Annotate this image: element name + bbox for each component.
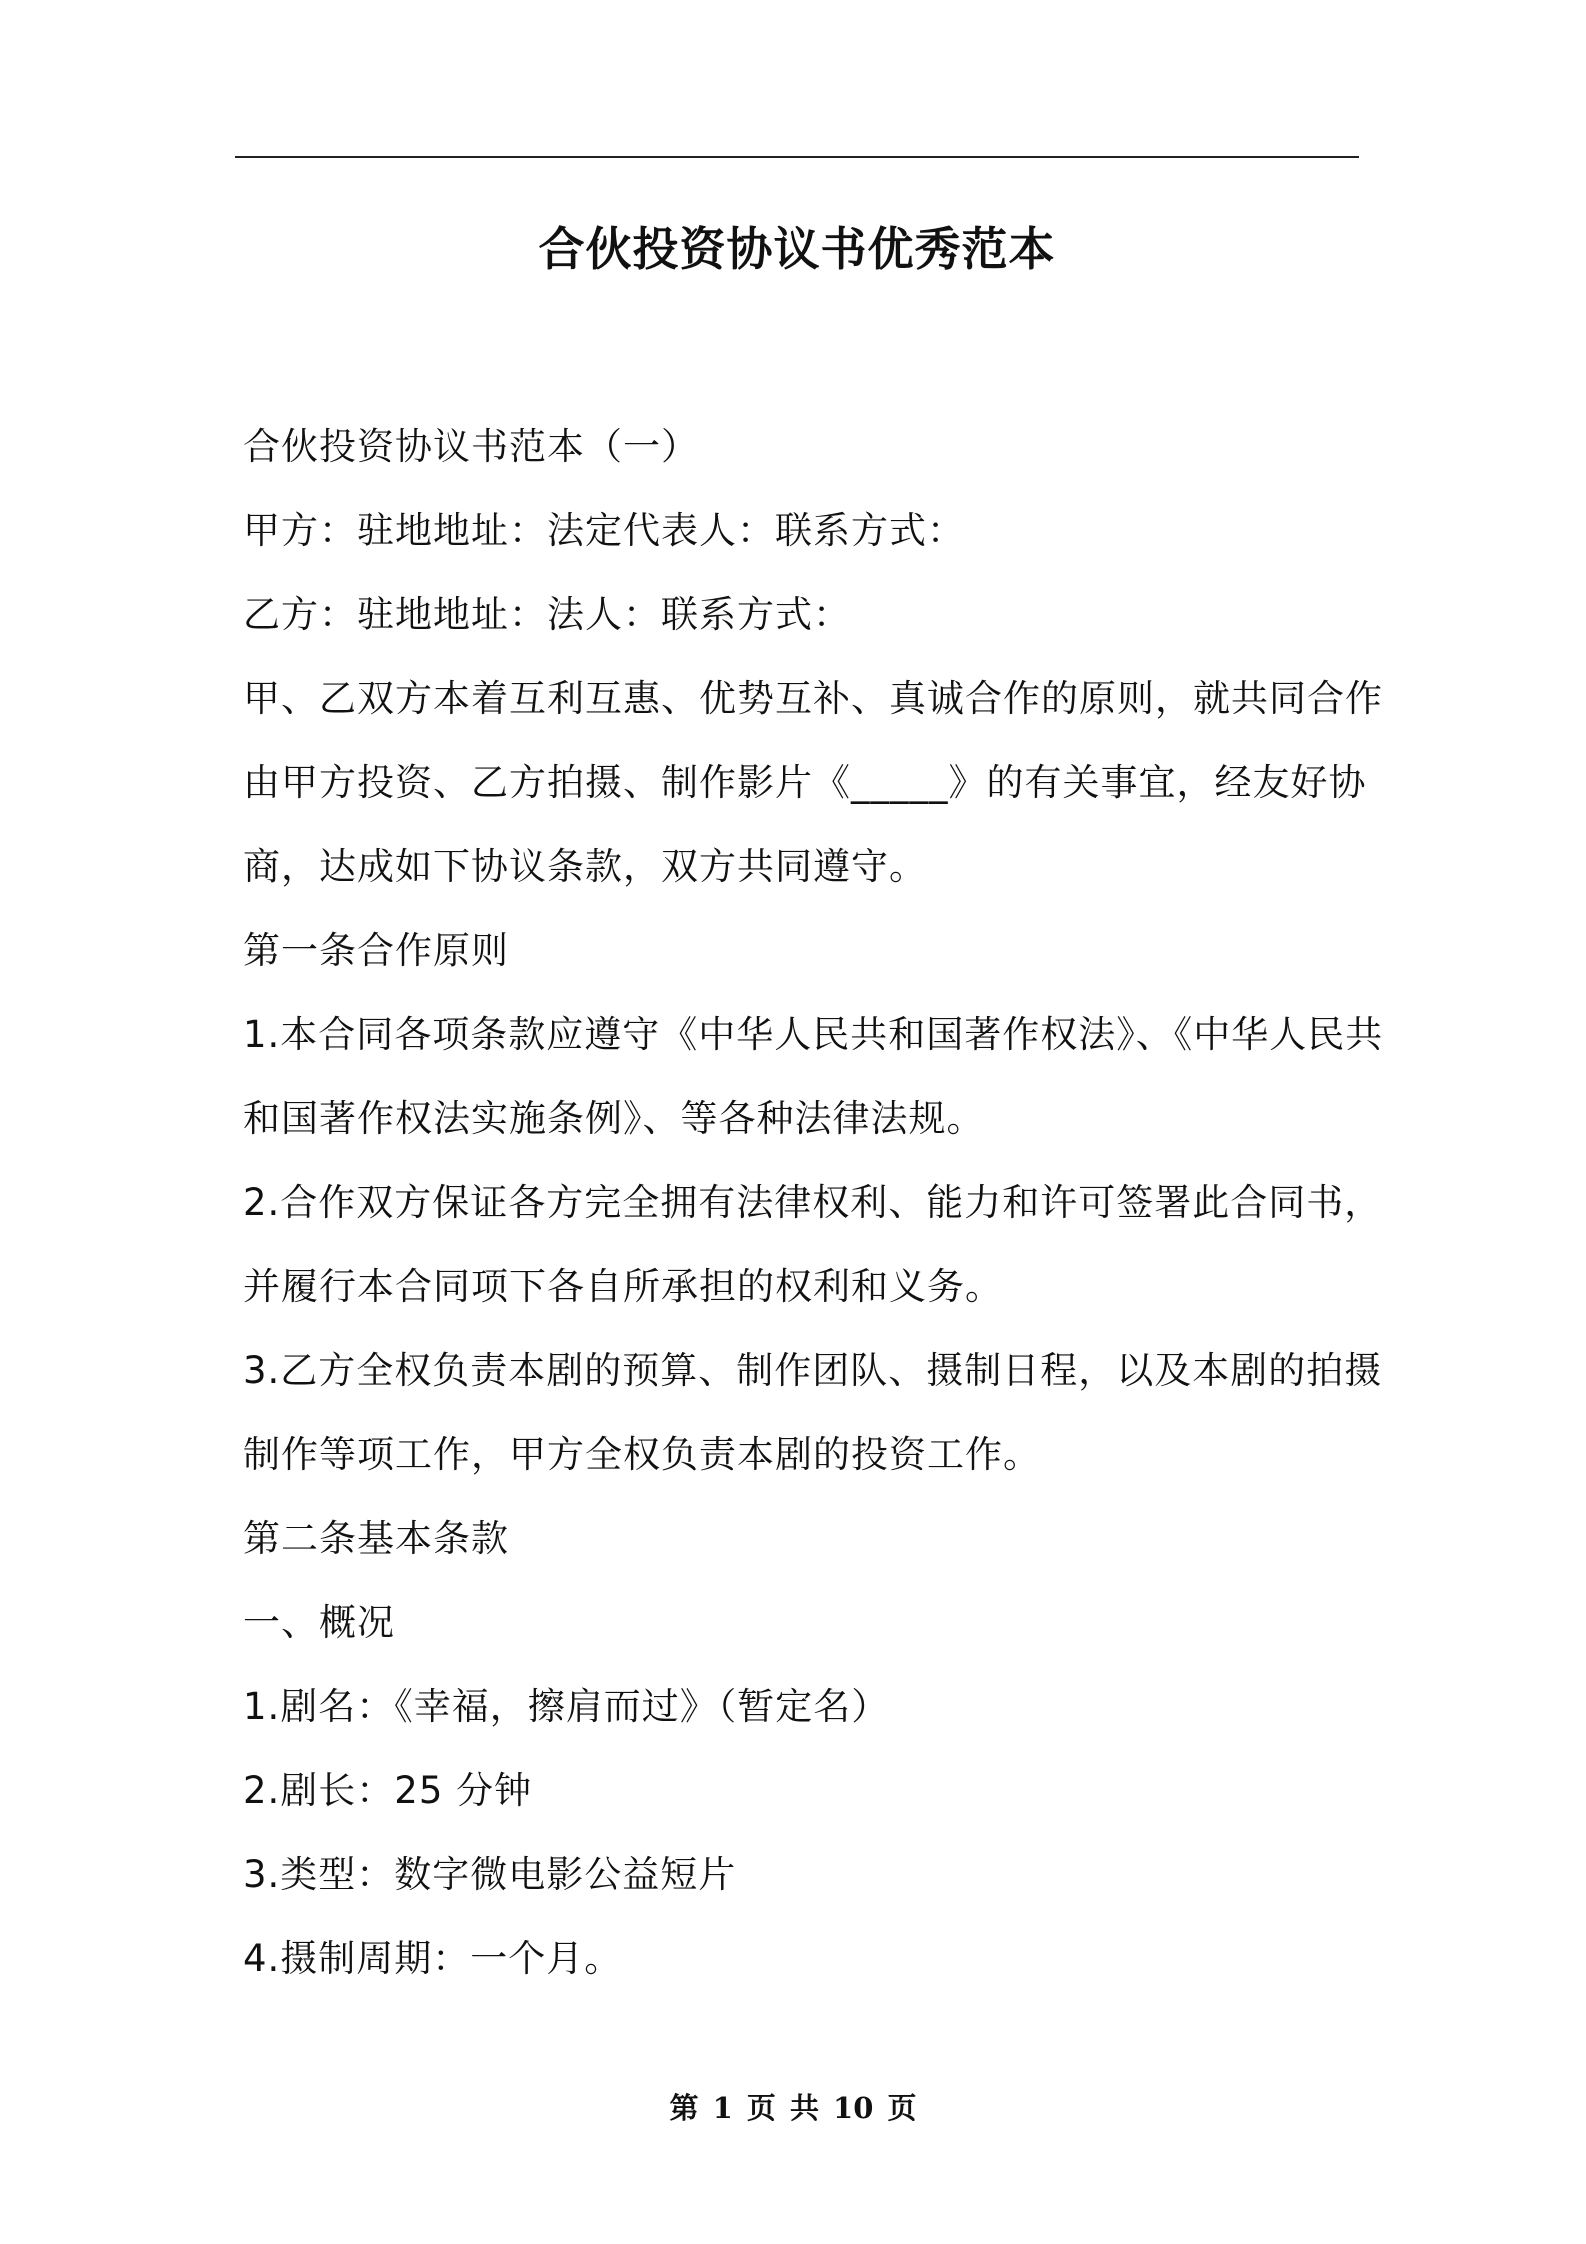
article-heading: 第二条基本条款 [243, 1517, 509, 1560]
party-a-line: 甲方：驻地地址：法定代表人：联系方式： [243, 509, 965, 552]
body-line: 商，达成如下协议条款，双方共同遵守。 [243, 845, 927, 888]
section-heading: 合伙投资协议书范本（一） [243, 425, 699, 468]
header-rule [235, 156, 1359, 158]
document-title: 合伙投资协议书优秀范本 [538, 222, 1056, 276]
detail-line: 4.摄制周期：一个月。 [243, 1937, 623, 1980]
document-body [243, 405, 1384, 2001]
subsection-heading: 一、概况 [243, 1601, 395, 1644]
detail-line: 3.类型：数字微电影公益短片 [243, 1853, 737, 1896]
page-number-footer: 第 1 页 共 10 页 [669, 2091, 917, 2125]
clause-line: 和国著作权法实施条例》、等各种法律法规。 [243, 1097, 985, 1140]
detail-line: 1.剧名：《幸福，擦肩而过》（暂定名） [243, 1685, 890, 1728]
clause-line: 1.本合同各项条款应遵守《中华人民共和国著作权法》、《中华人民共 [243, 1013, 1384, 1056]
party-b-line: 乙方：驻地地址：法人：联系方式： [243, 593, 851, 636]
article-heading: 第一条合作原则 [243, 929, 509, 972]
clause-line: 并履行本合同项下各自所承担的权利和义务。 [243, 1265, 1003, 1308]
clause-line: 3.乙方全权负责本剧的预算、制作团队、摄制日程，以及本剧的拍摄 [243, 1349, 1383, 1392]
body-line: 甲、乙双方本着互利互惠、优势互补、真诚合作的原则，就共同合作 [243, 677, 1383, 720]
detail-line: 2.剧长：25 分钟 [243, 1769, 533, 1812]
clause-line: 制作等项工作，甲方全权负责本剧的投资工作。 [243, 1433, 1041, 1476]
body-line: 由甲方投资、乙方拍摄、制作影片《_____》的有关事宜，经友好协 [243, 761, 1367, 804]
clause-line: 2.合作双方保证各方完全拥有法律权利、能力和许可签署此合同书， [243, 1181, 1383, 1224]
